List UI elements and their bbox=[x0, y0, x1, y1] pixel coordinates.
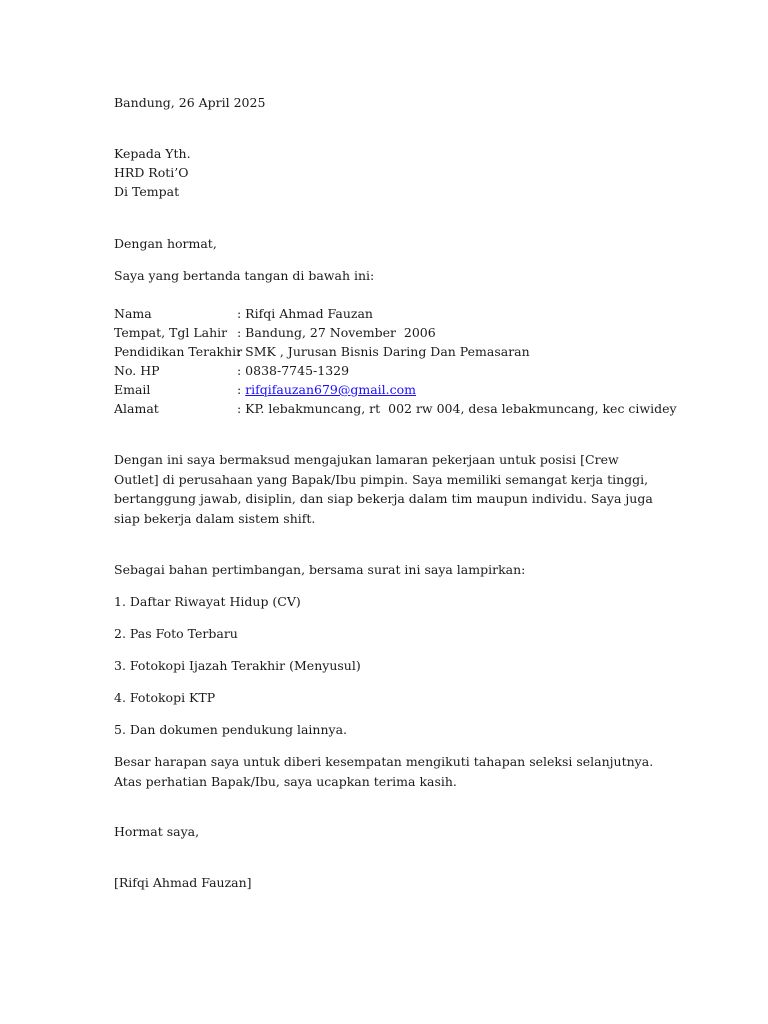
identity-value-hp: : 0838-7745-1329 bbox=[237, 363, 350, 378]
identity-label-pendidikan: Pendidikan Terakhir bbox=[114, 344, 243, 359]
recipient-line-1: Kepada Yth. bbox=[114, 146, 191, 161]
identity-label-email: Email bbox=[114, 382, 151, 397]
identity-label-nama: Nama bbox=[114, 306, 152, 321]
email-prefix: : bbox=[237, 382, 246, 397]
intro-text: Saya yang bertanda tangan di bawah ini: bbox=[114, 268, 375, 283]
identity-value-nama: : Rifqi Ahmad Fauzan bbox=[237, 306, 373, 321]
identity-value-email bbox=[237, 380, 416, 399]
attachment-item-1: 1. Daftar Riwayat Hidup (CV) bbox=[114, 594, 301, 609]
email-link[interactable]: rifqifauzan679@gmail.com bbox=[245, 382, 417, 397]
attachment-item-4: 4. Fotokopi KTP bbox=[114, 690, 216, 705]
greeting: Dengan hormat, bbox=[114, 236, 217, 251]
identity-value-ttl: : Bandung, 27 November 2006 bbox=[237, 325, 436, 340]
body-paragraph: Dengan ini saya bermaksud mengajukan lamaran pekerjaan untuk posisi [Crew Outlet] di perusahaan yang Bapak/Ibu pimpin. Saya memiliki semangat kerja tinggi, bertanggung jawab, disiplin, dan siap bekerja dalam tim maupun individu. Saya juga siap bekerja dalam sistem shift. bbox=[114, 452, 653, 526]
sign-off: Hormat saya, bbox=[114, 824, 200, 839]
date-line: Bandung, 26 April 2025 bbox=[114, 95, 266, 110]
identity-label-alamat: Alamat bbox=[114, 401, 159, 416]
attachments-intro: Sebagai bahan pertimbangan, bersama surat ini saya lampirkan: bbox=[114, 562, 526, 577]
attachment-item-2: 2. Pas Foto Terbaru bbox=[114, 626, 238, 641]
signature-name: [Rifqi Ahmad Fauzan] bbox=[114, 875, 252, 890]
attachment-item-3: 3. Fotokopi Ijazah Terakhir (Menyusul) bbox=[114, 658, 361, 673]
recipient-line-2: HRD Roti’O bbox=[114, 165, 189, 180]
recipient-line-3: Di Tempat bbox=[114, 184, 180, 199]
identity-label-hp: No. HP bbox=[114, 363, 160, 378]
identity-label-ttl: Tempat, Tgl Lahir bbox=[114, 325, 228, 340]
closing-paragraph: Besar harapan saya untuk diberi kesempatan mengikuti tahapan seleksi selanjutnya. Atas perhatian Bapak/Ibu, saya ucapkan terima kasih. bbox=[114, 754, 654, 789]
identity-value-alamat: : KP. lebakmuncang, rt 002 rw 004, desa lebakmuncang, kec ciwidey bbox=[237, 401, 677, 416]
attachment-item-5: 5. Dan dokumen pendukung lainnya. bbox=[114, 722, 348, 737]
identity-value-pendidikan: : SMK , Jurusan Bisnis Daring Dan Pemasaran bbox=[237, 344, 530, 359]
